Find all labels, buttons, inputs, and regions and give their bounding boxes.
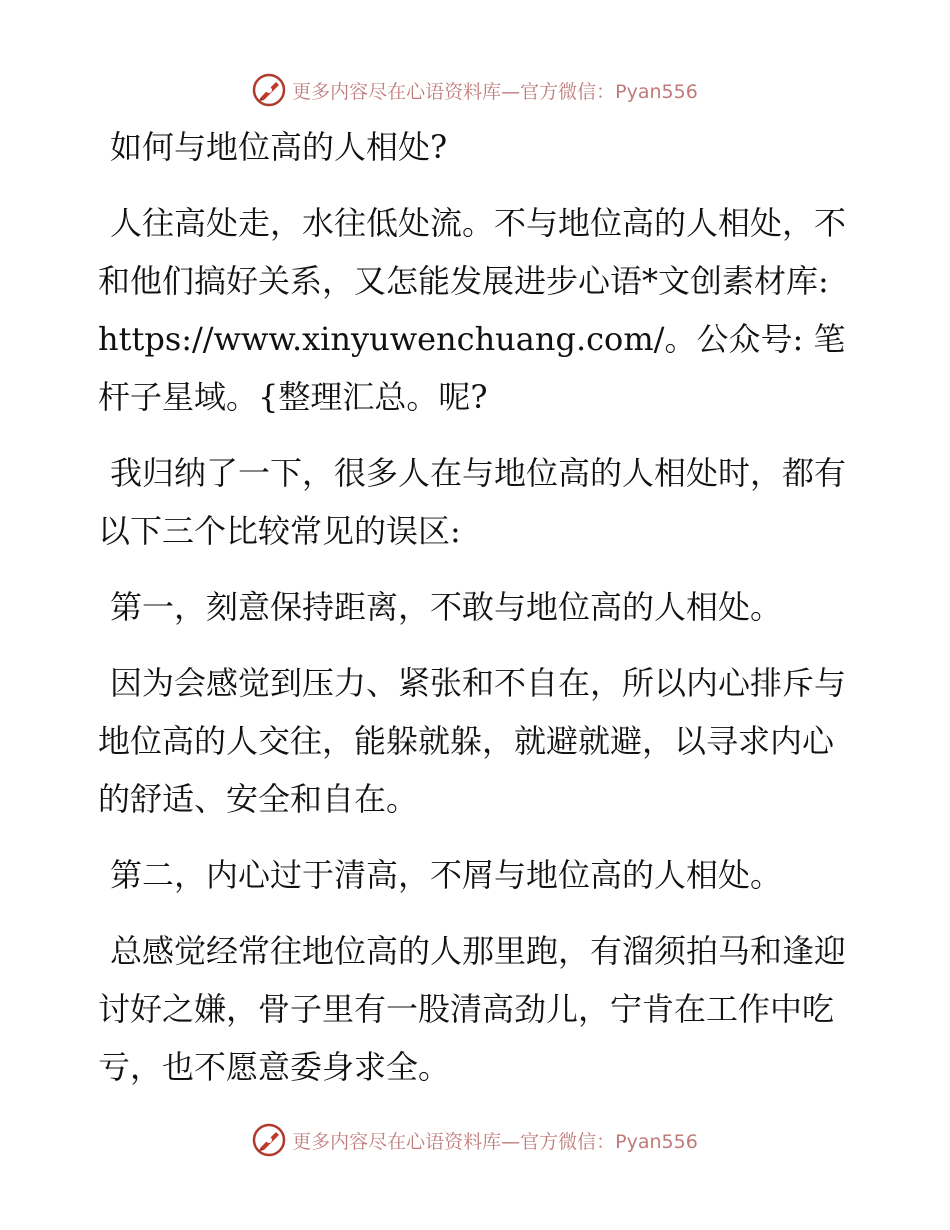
banner-text: 更多内容尽在心语资料库—官方微信：Pyan556 xyxy=(292,80,698,103)
document-body xyxy=(98,118,858,1114)
logo-icon xyxy=(252,73,286,107)
banner-text: 更多内容尽在心语资料库—官方微信：Pyan556 xyxy=(292,1130,698,1153)
header-banner xyxy=(0,70,950,110)
paragraph-3: 第一，刻意保持距离，不敢与地位高的人相处。 xyxy=(110,588,783,626)
paragraph-4: 因为会感觉到压力、紧张和不自在，所以内心排斥与地位高的人交往，能躲就躲，就避就避，以寻求内心的舒适、安全和自在。 xyxy=(98,664,847,818)
document-title: 如何与地位高的人相处? xyxy=(110,128,448,166)
paragraph-2: 我归纳了一下，很多人在与地位高的人相处时，都有以下三个比较常见的误区: xyxy=(98,454,847,550)
paragraph-6: 总感觉经常往地位高的人那里跑，有溜须拍马和逢迎讨好之嫌，骨子里有一股清高劲儿，宁肯在工作中吃亏，也不愿意委身求全。 xyxy=(98,932,847,1086)
footer-banner xyxy=(0,1120,950,1160)
logo-icon xyxy=(252,1123,286,1157)
paragraph-5: 第二，内心过于清高，不屑与地位高的人相处。 xyxy=(110,856,783,894)
paragraph-1: 人往高处走，水往低处流。不与地位高的人相处，不和他们搞好关系，又怎能发展进步心语*文创素材库: https://www.xinyuwenchuang.com/。公众号: 笔杆子星域。{整理汇总。呢? xyxy=(98,204,847,416)
